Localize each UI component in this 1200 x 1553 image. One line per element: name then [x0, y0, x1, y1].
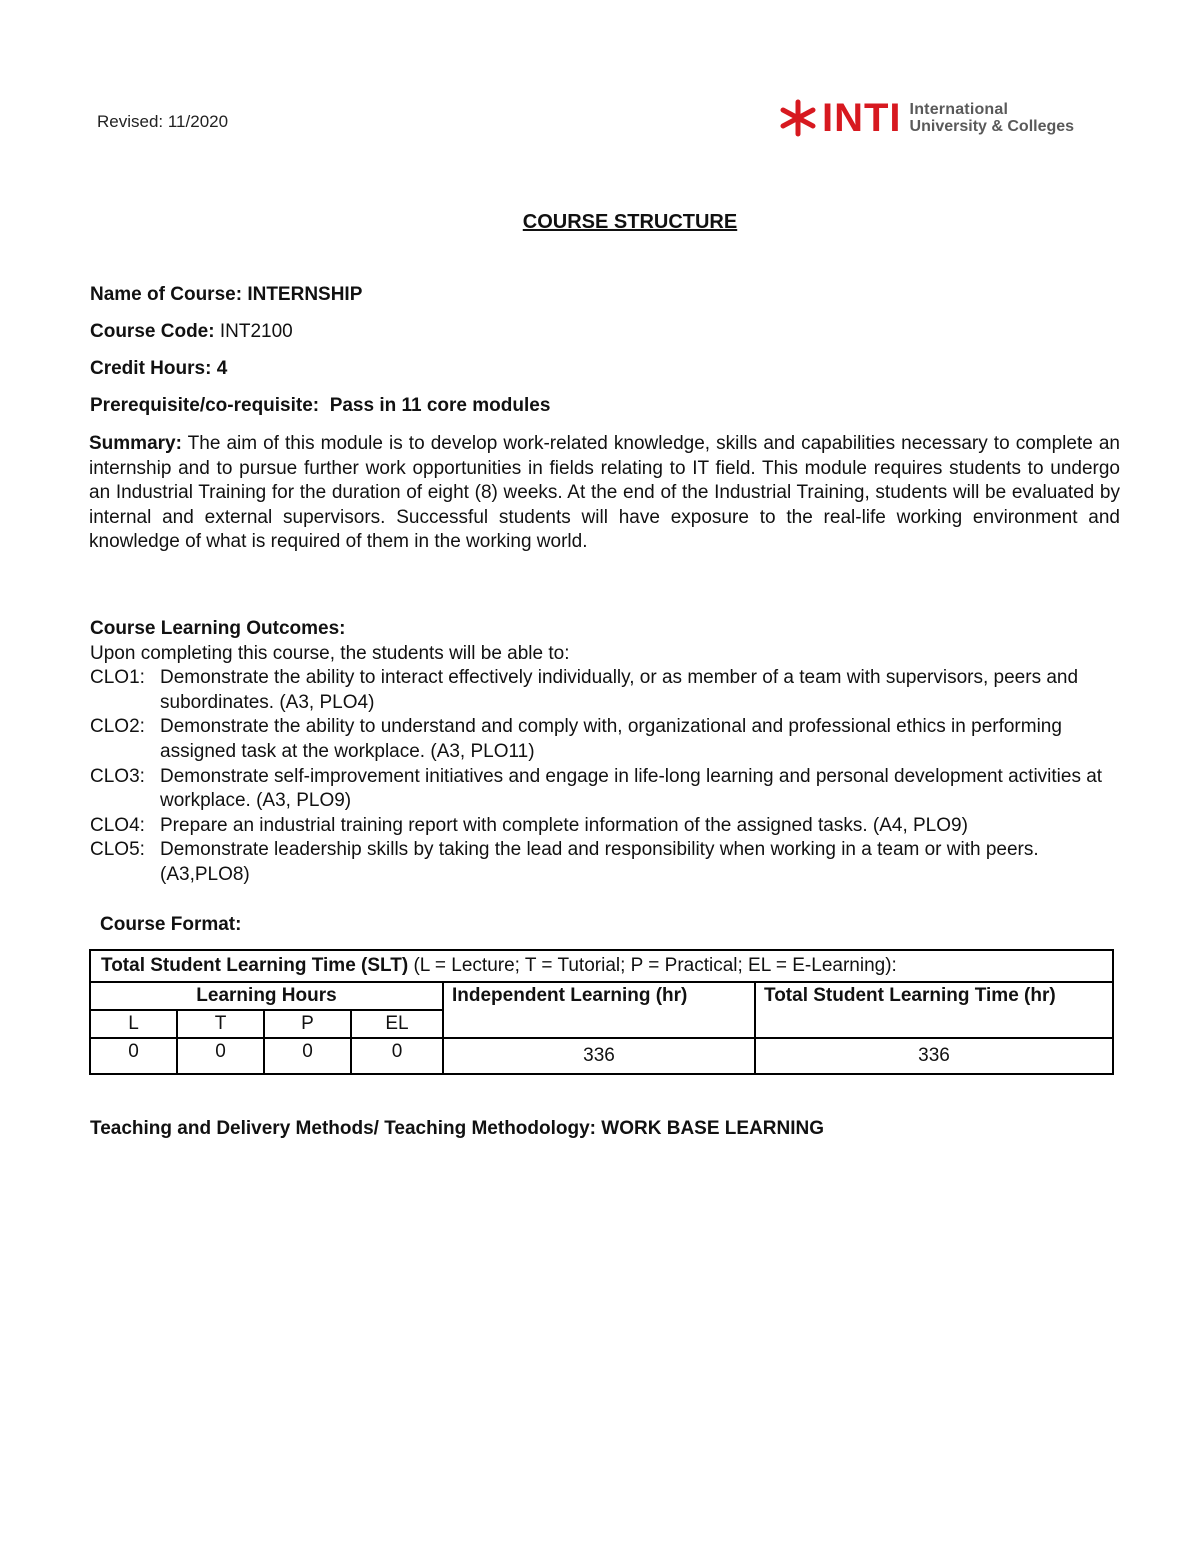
- value-el: 0: [351, 1038, 443, 1074]
- clo-code: CLO4:: [90, 814, 145, 836]
- logo-line2: University & Colleges: [909, 118, 1075, 135]
- credit-hours: [90, 358, 227, 380]
- slt-title-row: [90, 950, 1113, 982]
- clo-text: Prepare an industrial training report with complete information of the assigned tasks. (A4, PLO9): [160, 814, 968, 836]
- learning-hours-header: Learning Hours: [90, 982, 443, 1010]
- clo-text: Demonstrate the ability to understand and comply with, organizational and professional ethics in performing assigned task at the workplace. (A3, PLO11): [160, 716, 1062, 762]
- clo-code: CLO2:: [90, 716, 145, 738]
- clo-code: CLO3:: [90, 765, 145, 787]
- logo-line1: International: [909, 101, 1009, 118]
- slt-table: [89, 949, 1114, 1075]
- course-code: [90, 321, 293, 343]
- clo-text: Demonstrate leadership skills by taking the lead and responsibility when working in a team or with peers. (A3,PLO8): [160, 839, 1039, 885]
- summary-text: The aim of this module is to develop work-related knowledge, skills and capabilities necessary to complete an internship and to pursue further work opportunities in fields relating to IT field. This module requires students to undergo an Industrial Training for the duration of eight (8) weeks. At the end of the Industrial Training, students will be evaluated by internal and external supervisors. Successful students will have exposure to the real-life working environment and knowledge of what is required of them in the working world.: [89, 433, 1120, 553]
- clo-heading: Course Learning Outcomes:: [90, 618, 346, 639]
- summary: [89, 432, 1120, 555]
- course-code-label: Course Code:: [90, 321, 215, 342]
- credit-hours-label: Credit Hours:: [90, 358, 212, 379]
- inti-logo: [778, 96, 1078, 140]
- clo-item: [90, 814, 1130, 839]
- clo-text: Demonstrate self-improvement initiatives and engage in life-long learning and personal development activities at workplace. (A3, PLO9): [160, 765, 1103, 812]
- value-p: 0: [264, 1038, 351, 1074]
- inti-star-icon: [778, 98, 818, 138]
- course-name-label: Name of Course:: [90, 284, 243, 305]
- total-slt-header: Total Student Learning Time (hr): [755, 982, 1113, 1038]
- slt-title-bold: Total Student Learning Time (SLT): [101, 955, 409, 976]
- course-learning-outcomes: [90, 617, 1130, 888]
- revised-date: Revised: 11/2020: [97, 112, 229, 131]
- clo-item: [90, 838, 1130, 887]
- course-code-value: INT2100: [219, 321, 293, 342]
- teaching-methodology: Teaching and Delivery Methods/ Teaching Methodology: WORK BASE LEARNING: [90, 1118, 825, 1139]
- independent-learning-header: Independent Learning (hr): [443, 982, 755, 1038]
- independent-learning-value: 336: [443, 1038, 755, 1074]
- clo-item: [90, 666, 1130, 715]
- value-t: 0: [177, 1038, 264, 1074]
- prerequisite: [90, 395, 550, 417]
- course-name-value: INTERNSHIP: [247, 284, 363, 305]
- slt-value-row: [90, 1038, 1113, 1074]
- clo-intro: Upon completing this course, the students will be able to:: [90, 642, 570, 664]
- slt-header-row: [90, 982, 1113, 1010]
- page-title: COURSE STRUCTURE: [522, 211, 738, 233]
- slt-title-rest: (L = Lecture; T = Tutorial; P = Practical; EL = E-Learning):: [413, 955, 897, 976]
- col-p: P: [264, 1010, 351, 1038]
- prerequisite-value: Pass in 11 core modules: [329, 395, 551, 416]
- prerequisite-label: Prerequisite/co-requisite:: [90, 395, 320, 416]
- logo-subtitle: [910, 101, 1075, 135]
- course-format-label: Course Format:: [100, 914, 242, 935]
- clo-code: CLO1:: [90, 667, 145, 689]
- clo-text: Demonstrate the ability to interact effectively individually, or as member of a team with supervisors, peers and subordinates. (A3, PLO4): [160, 667, 1079, 713]
- total-slt-value: 336: [755, 1038, 1113, 1074]
- logo-brand: INTI: [822, 96, 902, 140]
- clo-code: CLO5:: [90, 839, 145, 861]
- summary-label: Summary:: [89, 433, 182, 454]
- clo-item: [90, 765, 1130, 814]
- value-l: 0: [90, 1038, 177, 1074]
- credit-hours-value: 4: [216, 358, 228, 379]
- col-el: EL: [351, 1010, 443, 1038]
- col-t: T: [177, 1010, 264, 1038]
- clo-item: [90, 715, 1130, 764]
- course-name: [90, 284, 362, 306]
- slt-title-cell: [90, 950, 1113, 982]
- col-l: L: [90, 1010, 177, 1038]
